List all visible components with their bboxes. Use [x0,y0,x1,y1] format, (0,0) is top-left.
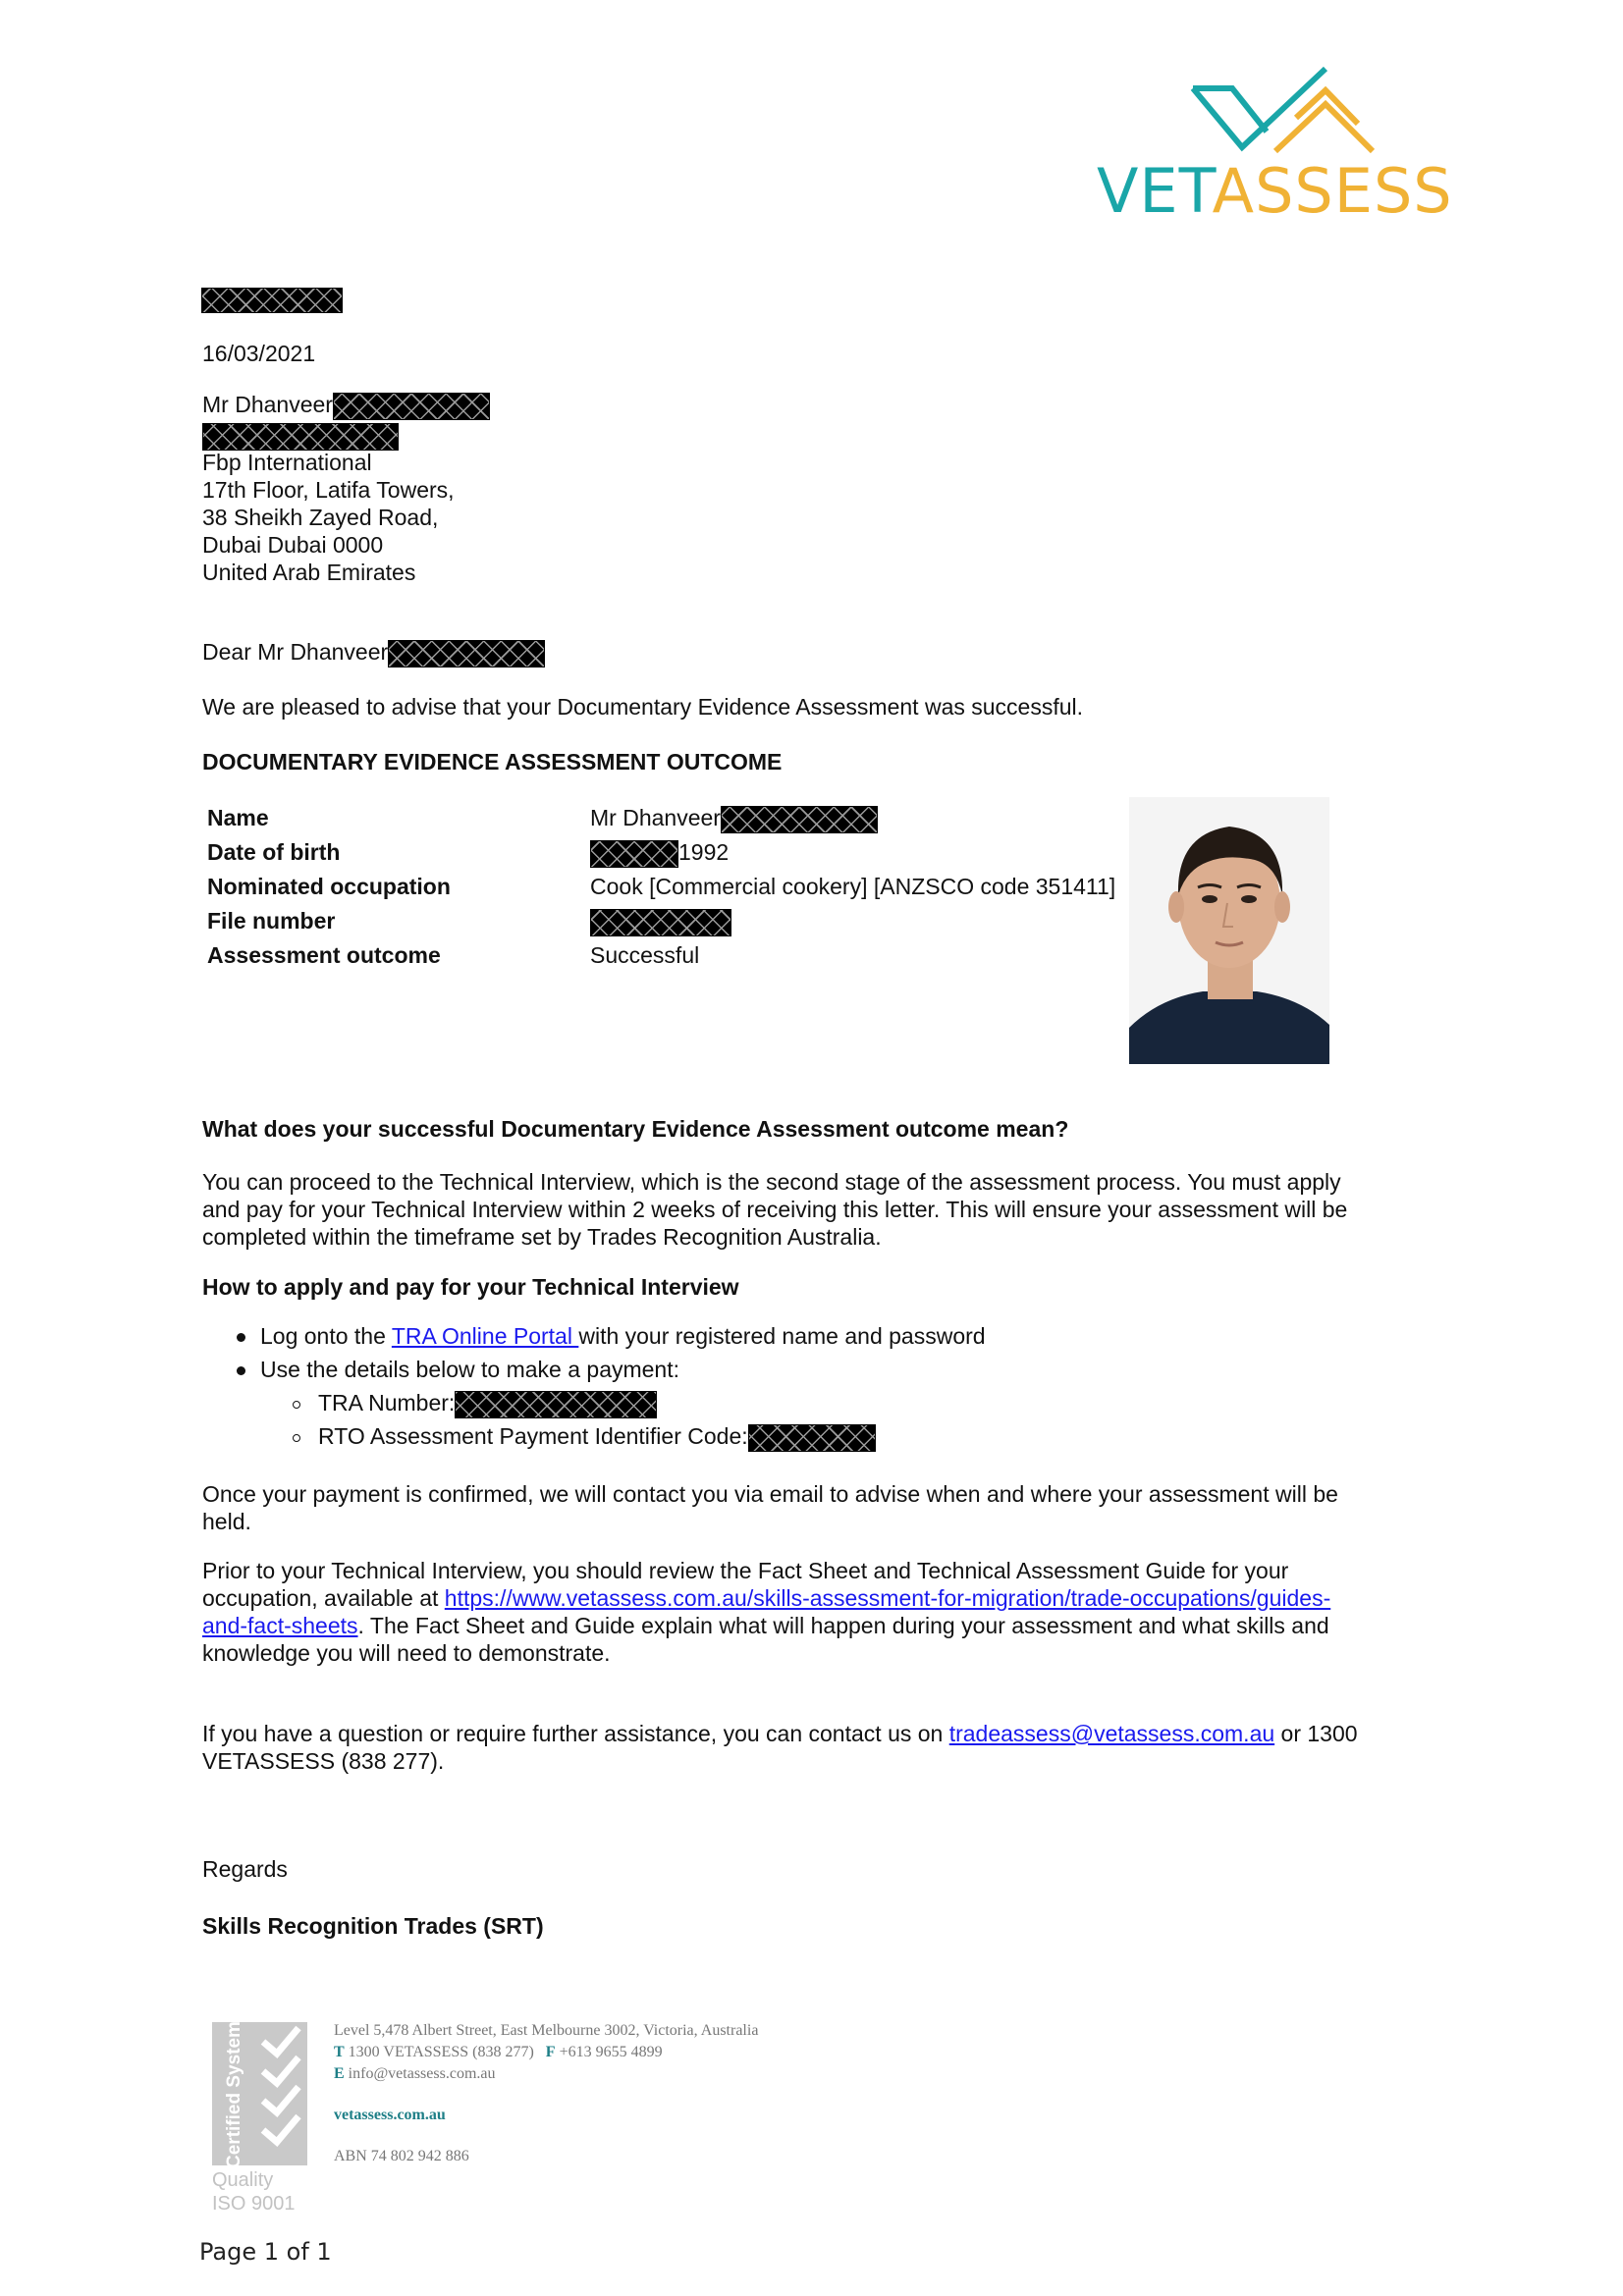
applicant-name: Mr Dhanveer [590,805,721,830]
footer-address: Level 5,478 Albert Street, East Melbourne 3002, Victoria, Australia [334,2022,759,2039]
address-line: United Arab Emirates [202,559,416,585]
row-value: Successful [590,942,700,968]
footer-email: info@vetassess.com.au [348,2065,496,2082]
fact-sheets-link[interactable]: https://www.vetassess.com.au/skills-assessment-for-migration/trade-occupations/guides-and-fact-sheets [202,1585,1331,1638]
prior-text: Prior to your Technical Interview, you should review the Fact Sheet and Technical Assessment Guide for your occupation, available at [202,1558,1289,1611]
signature: Skills Recognition Trades (SRT) [202,1913,544,1939]
redacted-surname [721,806,878,833]
row-label: Date of birth [207,839,341,865]
trade-assess-email-link[interactable]: tradeassess@vetassess.com.au [948,1721,1275,1746]
vetassess-logo [1095,65,1453,232]
row-label: Assessment outcome [207,942,441,968]
phone-label: T [334,2044,345,2060]
row-value [590,907,731,936]
footer-email-line [334,2063,758,2085]
addressee-name: Mr Dhanveer [202,392,333,417]
address-line: Fbp International [202,449,372,475]
footer-fax: +613 9655 4899 [559,2044,663,2060]
row-value [590,804,878,833]
payment-confirmed-paragraph: Once your payment is confirmed, we will contact you via email to advise when and where your assessment will be held. [202,1481,1338,1534]
check-marks-icon [257,2022,306,2165]
footer-website[interactable]: vetassess.com.au [334,2107,446,2123]
outcome-heading: DOCUMENTARY EVIDENCE ASSESSMENT OUTCOME [202,749,783,774]
row-label: Name [207,805,269,830]
redacted-surname [388,640,545,667]
footer-phone: 1300 VETASSESS (838 277) [348,2044,534,2060]
prior-paragraph [202,1557,1331,1667]
contact-text-end: or 1300 VETASSESS (838 277). [202,1721,1358,1774]
tra-number-label: TRA Number: [318,1390,456,1415]
row-label: File number [207,908,336,934]
prior-text-end: . The Fact Sheet and Guide explain what will happen during your assessment and what skills and knowledge you will need to demonstrate. [202,1613,1329,1666]
contact-paragraph [202,1720,1380,1775]
payment-code-label: RTO Assessment Payment Identifier Code: [318,1423,748,1449]
address-line: Dubai Dubai 0000 [202,531,384,558]
sub-bullet-ring [293,1434,300,1442]
addressee-block [202,391,490,586]
badge-text: Certified System [224,2021,244,2168]
redacted-reference [201,288,343,313]
birth-year: 1992 [678,839,730,865]
bullet-dot [237,1366,245,1375]
footer-phone-fax [334,2042,758,2063]
logo-text-vet: VET [1097,155,1213,227]
step-payment: Use the details below to make a payment: [260,1357,680,1382]
redacted-tra-number [455,1391,657,1418]
email-label: E [334,2065,345,2082]
fax-label: F [545,2044,556,2060]
salutation-text: Dear Mr Dhanveer [202,639,389,665]
footer-contact-block [334,2020,758,2167]
salutation [202,638,545,667]
intro-text: We are pleased to advise that your Documentary Evidence Assessment was successful. [202,694,1084,720]
row-value [590,838,729,868]
redacted-surname [333,393,490,420]
address-line: 17th Floor, Latifa Towers, [202,476,455,503]
sub-step-payment-code [318,1422,876,1452]
meaning-paragraph: You can proceed to the Technical Interview, which is the second stage of the assessment process. You must apply and pay for your Technical Interview within 2 weeks of receiving this letter. This will ensure your assessment will be completed within the timeframe set by Trades Recognition Australia. [202,1169,1348,1250]
row-value: Cook [Commercial cookery] [ANZSCO code 351411] [590,874,1116,899]
contact-text: If you have a question or require further assistance, you can contact us on [202,1721,949,1746]
redacted-file-number [590,909,731,936]
logo-text-assess: ASSESS [1212,155,1453,227]
applicant-photo [1129,797,1329,1064]
meaning-heading: What does your successful Documentary Evidence Assessment outcome mean? [202,1116,1069,1142]
footer-abn: ABN 74 802 942 886 [334,2148,469,2164]
regards: Regards [202,1856,288,1882]
page-number: Page 1 of 1 [199,2238,332,2266]
sub-bullet-ring [293,1401,300,1409]
sub-step-tra-number [318,1389,657,1418]
row-label: Nominated occupation [207,874,451,899]
letter-date: 16/03/2021 [202,341,316,366]
quality-label: Quality [212,2169,274,2191]
redacted-address-line [202,423,399,451]
redacted-payment-code [748,1424,876,1452]
step-login-text: Log onto the [260,1323,392,1349]
tra-online-portal-link[interactable]: TRA Online Portal [391,1323,579,1349]
bullet-dot [237,1333,245,1342]
redacted-birth-date [590,840,678,868]
step-login [260,1322,986,1350]
logo-mark-icon [1095,65,1419,163]
certified-system-badge [212,2022,310,2218]
step-login-text-end: with your registered name and password [578,1323,986,1349]
iso-label: ISO 9001 [212,2193,296,2215]
address-line: 38 Sheikh Zayed Road, [202,504,439,530]
apply-heading: How to apply and pay for your Technical Interview [202,1274,739,1300]
